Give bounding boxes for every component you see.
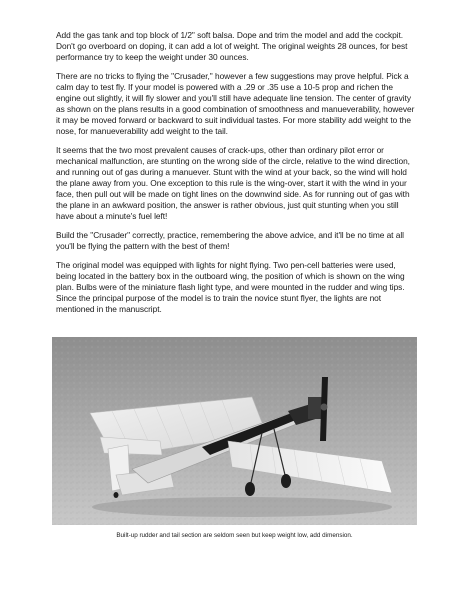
article-body — [56, 30, 418, 323]
paragraph-crack-ups: It seems that the two most prevalent causes of crack-ups, other than ordinary pilot error or mechanical malfunction, are stunting on the wrong side of the circle, relative to the wind direction, and running out of gas during a manuever. Stunt with the wind at your back, so the wind will hold the plane away from you. One exception to this rule is the wing-over, start it with the wind in your face, then pull out will be made on tight lines on the downwind side. As for running out of gas with the plane in an awkward position, the answer is rather obvious, just quit stunting when you still have about a minute's fuel left! — [56, 145, 410, 221]
paragraph-flying-tips: There are no tricks to flying the "Crusader," however a few suggestions may prove helpful. Pick a calm day to test fly. If your model is powered with a .29 or .35 use a 10-5 prop and richen the engine out slightly, it will fly slower and you'll still have adequate line tension. The center of gravity as shown on the plans results in a good combination of smoothness and manueverability, however it may be moved forward or backward to suit individual tastes. For more stability add weight to the nose, for manueverability add weight to the tail. — [56, 71, 415, 136]
paragraph-build-correctly: Build the "Crusader" correctly, practice, remembering the above advice, and it'll be no time at all you'll be flying the pattern with the best of them! — [56, 230, 404, 251]
paragraph-night-lights: The original model was equipped with lights for night flying. Two pen-cell batteries were used, being located in the battery box in the outboard wing, the position of which is shown on the wing plan. Bulbs were of the miniature flash light type, and were mounted in the rudder and wing tips. Since the principal purpose of the model is to train the novice stunt flyer, the lights are not mentioned in the manuscript. — [56, 260, 405, 314]
photo-caption: Built-up rudder and tail section are seldom seen but keep weight low, add dimension. — [116, 532, 353, 539]
model-airplane-photo — [52, 337, 417, 525]
paragraph-gas-tank: Add the gas tank and top block of 1/2" soft balsa. Dope and trim the model and add the cockpit. Don't go overboard on doping, it can add a lot of weight. The original weights 28 ounces, for best performance try to keep the weight under 30 ounces. — [56, 30, 408, 62]
